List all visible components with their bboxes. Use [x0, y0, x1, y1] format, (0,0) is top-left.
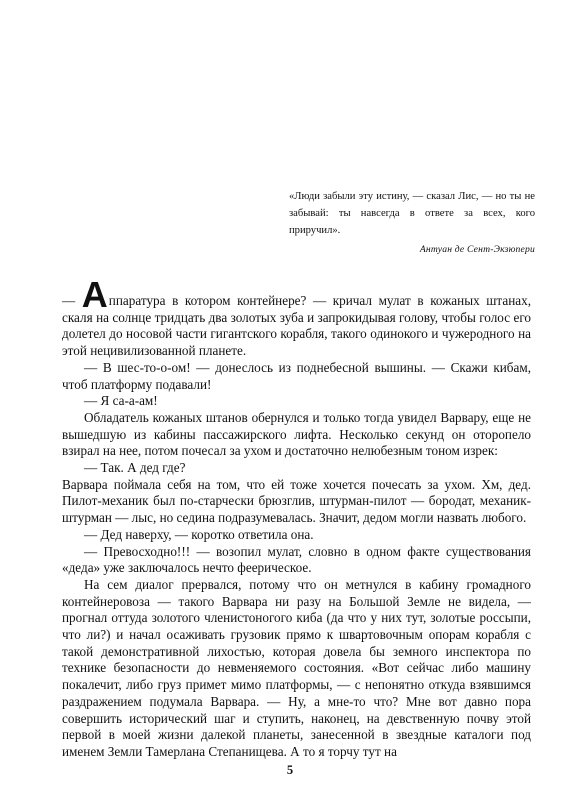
- epigraph-author: Антуан де Сент-Экзюпери: [419, 244, 535, 255]
- paragraph: — Превосходно!!! — возопил мулат, словно в одном факте существования «деда» уже заключалось нечто феерическое.: [62, 543, 531, 576]
- paragraph: На сем диалог прервался, потому что он метнулся в кабину громадного контейнеровоза — такого Варвара ни разу на Большой Земле не видела, — прогнал оттуда золотого членистоногого киба (да что у них тут, золотые россыпи, что ли?) и начал осаживать грузовик прямо к швартовочным опорам корабля с такой демонстративной лихостью, которая довела бы земного инспектора по технике безопасности до невменяемого состояния. «Вот сейчас либо машину покалечит, либо груз примет мимо платформы, — с непонятно откуда взявшимся раздражением подумала Варвара. — Ну, а мне-то что? Мне вот давно пора совершить исторический шаг и ступить, наконец, на девственную почву этой первой в моей жизни далекой планеты, занесенной в звездные каталоги под именем Земли Тамерлана Степанищева. А то я торчу тут на: [62, 576, 531, 759]
- epigraph: [289, 188, 535, 239]
- paragraph-first: [62, 274, 532, 360]
- paragraph: — Дед наверху, — коротко ответила она.: [84, 526, 314, 542]
- epigraph-quote: «Люди забыли эту истину, — сказал Лис, — но ты не забывай: ты навсегда в ответе за всех, кого приручил».: [289, 191, 535, 236]
- opening-dash: —: [62, 293, 82, 308]
- paragraph: — В шес-то-о-ом! — донеслось из поднебесной вышины. — Скажи кибам, чтоб платформу подавали!: [62, 359, 531, 392]
- paragraph: Обладатель кожаных штанов обернулся и только тогда увидел Варвару, еще не вышедшую из кабины пассажирского лифта. Несколько секунд он оторопело взирал на нее, потом почесал за ухом и достаточно нелюбезным тоном изрек:: [62, 409, 531, 459]
- page-number: 5: [286, 763, 294, 777]
- paragraph: — Так. А дед где?: [84, 460, 186, 476]
- paragraph: Варвара поймала себя на том, что ей тоже хочется почесать за ухом. Хм, дед. Пилот-механик был по-старчески брюзглив, штурман-пилот — бородат, механик-штурман — лыс, но седина подразумевалась. Значит, дедом могли назвать любого.: [62, 476, 531, 526]
- paragraph: — Я са-а-ам!: [84, 393, 158, 409]
- drop-cap: А: [81, 274, 108, 315]
- first-paragraph-rest: ппаратура в котором контейнере? — кричал мулат в кожаных штанах, скаля на солнце тридцать два золотых зуба и запрокидывая голову, чтобы голос его долетел до носовой части гигантского корабля, такого одинокого и чужеродного на этой нецивилизованной планете.: [62, 293, 532, 359]
- body-text: [62, 274, 532, 761]
